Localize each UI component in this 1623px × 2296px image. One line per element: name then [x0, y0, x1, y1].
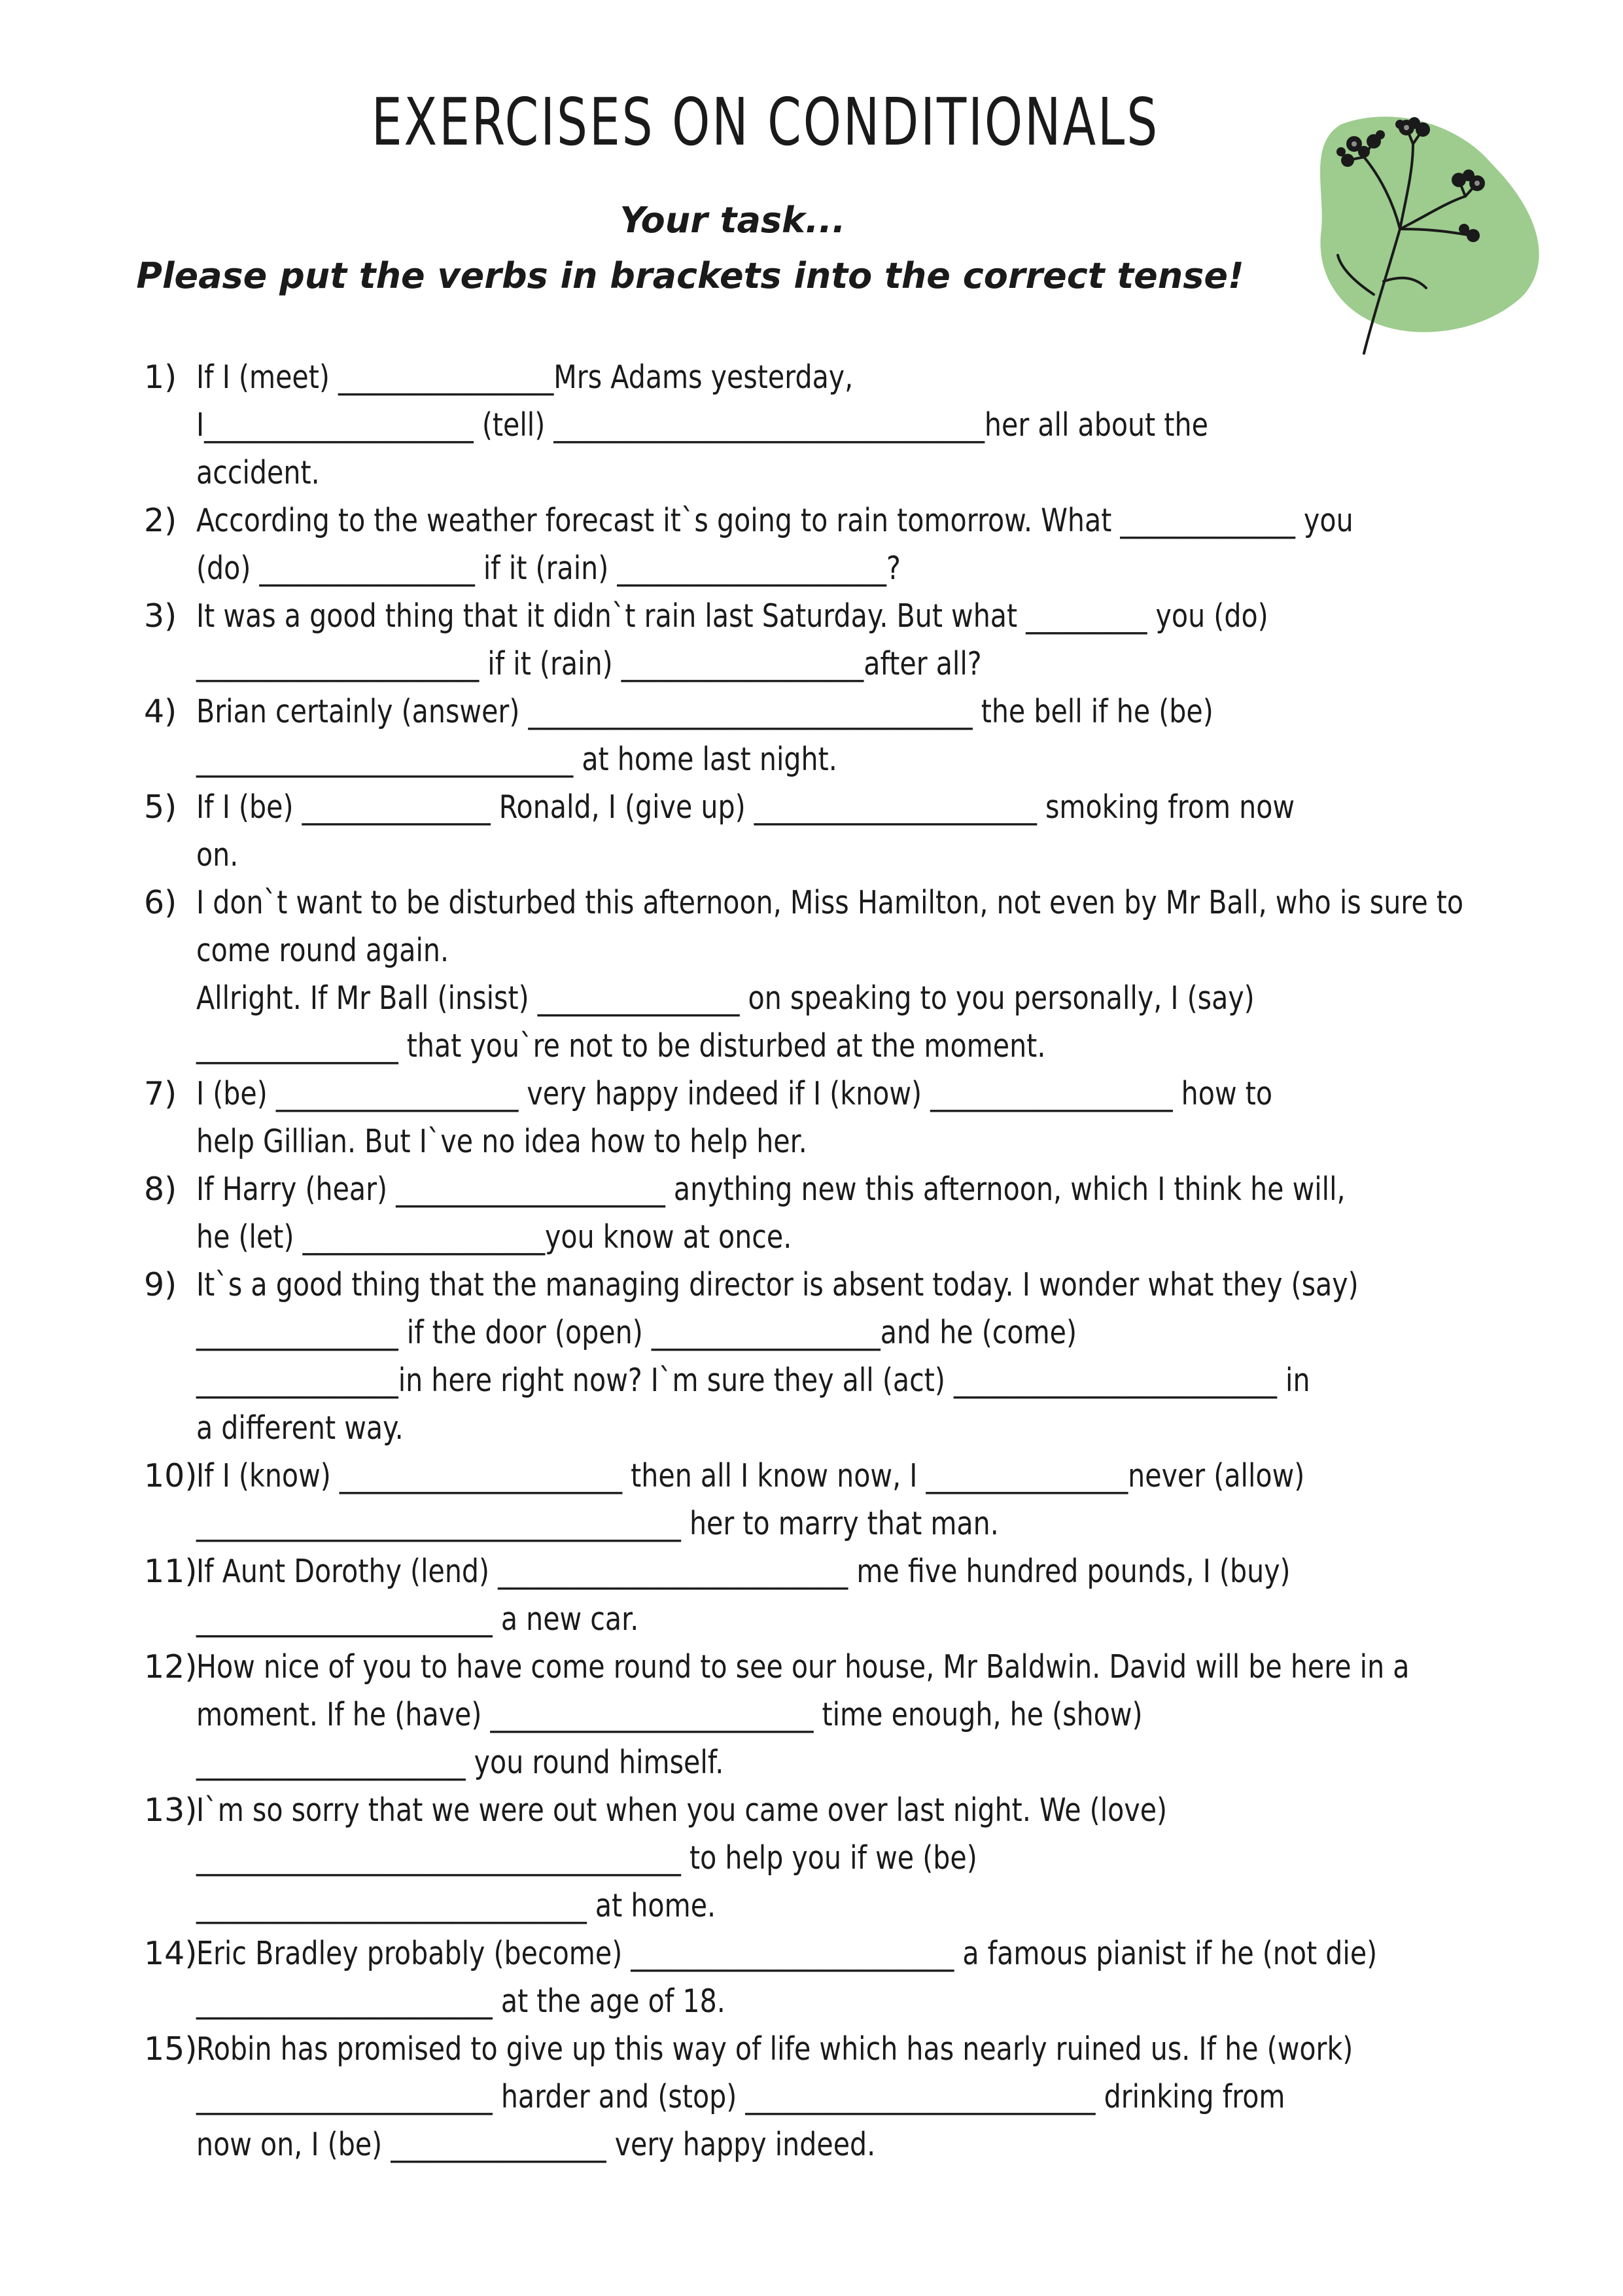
exercise-number: 7)	[144, 1075, 177, 1112]
exercise-line: I`m so sorry that we were out when you came over last night. We (love)	[196, 1792, 1168, 1829]
exercise-line: I (be) __________________ very happy indeed if I (know) __________________ how to	[196, 1075, 1273, 1112]
page-title: EXERCISES ON CONDITIONALS	[371, 84, 1160, 160]
exercise-number: 1)	[144, 359, 177, 396]
exercise-item	[144, 688, 1518, 783]
exercise-line: come round again.	[196, 932, 449, 969]
exercise-line: It`s a good thing that the managing director is absent today. I wonder what they (say)	[196, 1266, 1359, 1303]
exercise-line: _______________ that you`re not to be disturbed at the moment.	[196, 1027, 1046, 1065]
exercise-line: ____________________ you round himself.	[196, 1744, 724, 1781]
exercise-line: ______________________ harder and (stop) __________________________ drinking from	[196, 2078, 1285, 2115]
exercise-line: Allright. If Mr Ball (insist) _______________ on speaking to you personally, I (say)	[196, 980, 1255, 1017]
exercise-number: 6)	[144, 884, 177, 921]
exercise-line: (do) ________________ if it (rain) ____________________?	[196, 550, 901, 587]
exercise-line: Robin has promised to give up this way of life which has nearly ruined us. If he (work)	[196, 2030, 1353, 2068]
exercise-line: _____________________ if it (rain) __________________after all?	[196, 645, 982, 682]
exercise-line: moment. If he (have) ________________________ time enough, he (show)	[196, 1696, 1143, 1733]
exercise-item	[144, 1643, 1518, 1786]
exercise-line: How nice of you to have come round to see our house, Mr Baldwin. David will be here in a	[196, 1648, 1410, 1686]
exercise-number: 10)	[144, 1457, 198, 1494]
exercise-line: If Aunt Dorothy (lend) __________________________ me five hundred pounds, I (buy)	[196, 1553, 1291, 1590]
exercise-item	[144, 879, 1518, 1070]
exercise-line: I don`t want to be disturbed this afternoon, Miss Hamilton, not even by Mr Ball, who is sure to	[196, 884, 1464, 921]
exercise-item	[144, 1786, 1518, 1930]
exercise-line: ______________________ a new car.	[196, 1600, 639, 1638]
exercise-line: ____________________________ at home last night.	[196, 741, 837, 778]
exercise-item	[144, 1930, 1518, 2025]
exercise-line: If I (meet) ________________Mrs Adams yesterday,	[196, 359, 854, 396]
exercise-line: _____________________________ at home.	[196, 1887, 716, 1924]
exercise-line: a different way.	[196, 1409, 404, 1447]
exercise-item	[144, 1547, 1518, 1643]
exercise-number: 8)	[144, 1171, 177, 1208]
task-heading: Your task...	[620, 200, 846, 241]
exercise-line: now on, I (be) ________________ very happy indeed.	[196, 2126, 876, 2163]
exercise-list	[144, 353, 1518, 2168]
exercise-line: According to the weather forecast it`s going to rain tomorrow. What _____________ you	[196, 502, 1353, 539]
exercise-number: 15)	[144, 2030, 198, 2068]
exercise-number: 14)	[144, 1935, 198, 1972]
exercise-line: he (let) __________________you know at once.	[196, 1218, 792, 1256]
exercise-line: Eric Bradley probably (become) ________________________ a famous pianist if he (not die)	[196, 1935, 1378, 1972]
exercise-item	[144, 592, 1518, 688]
exercise-line: ____________________________________ her to marry that man.	[196, 1505, 999, 1542]
exercise-number: 3)	[144, 597, 177, 635]
exercise-line: Brian certainly (answer) _________________________________ the bell if he (be)	[196, 693, 1213, 730]
exercise-number: 9)	[144, 1266, 177, 1303]
exercise-item	[144, 1261, 1518, 1452]
exercise-item	[144, 1452, 1518, 1547]
exercise-line: help Gillian. But I`ve no idea how to help her.	[196, 1123, 807, 1160]
exercise-number: 13)	[144, 1792, 198, 1829]
exercise-item	[144, 2025, 1518, 2168]
exercise-line: accident.	[196, 454, 320, 491]
exercise-line: If Harry (hear) ____________________ anything new this afternoon, which I think he will,	[196, 1171, 1346, 1208]
exercise-line: on.	[196, 836, 239, 874]
exercise-line: ______________________ at the age of 18.	[196, 1983, 725, 2020]
exercise-line: ____________________________________ to help you if we (be)	[196, 1839, 977, 1877]
exercise-item	[144, 353, 1518, 497]
exercise-number: 2)	[144, 502, 177, 539]
exercise-item	[144, 1165, 1518, 1261]
exercise-number: 12)	[144, 1648, 198, 1686]
exercise-line: _______________in here right now? I`m sure they all (act) ________________________ in	[196, 1362, 1310, 1399]
exercise-line: I____________________ (tell) ________________________________her all about the	[196, 406, 1208, 444]
exercise-number: 11)	[144, 1553, 198, 1590]
exercise-item	[144, 497, 1518, 592]
exercise-number: 5)	[144, 788, 177, 826]
task-instruction: Please put the verbs in brackets into the correct tense!	[136, 255, 1244, 296]
exercise-item	[144, 1070, 1518, 1165]
exercise-line: It was a good thing that it didn`t rain last Saturday. But what _________ you (do)	[196, 597, 1268, 635]
flower-sprig-icon	[1302, 98, 1557, 360]
exercise-line: If I (be) ______________ Ronald, I (give up) _____________________ smoking from now	[196, 788, 1295, 826]
exercise-line: _______________ if the door (open) _________________and he (come)	[196, 1314, 1077, 1351]
exercise-item	[144, 783, 1518, 879]
exercise-number: 4)	[144, 693, 177, 730]
exercise-line: If I (know) _____________________ then all I know now, I _______________never (allow)	[196, 1457, 1305, 1494]
